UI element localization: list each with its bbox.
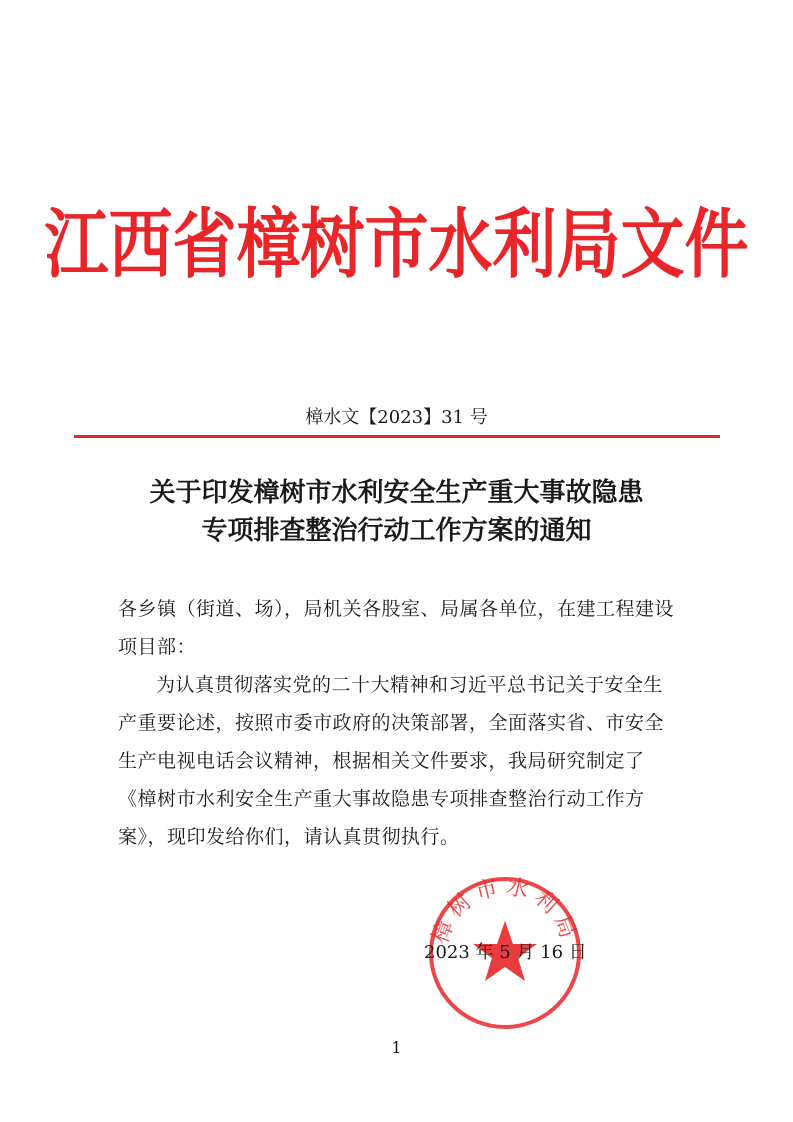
body-paragraph: 为认真贯彻落实党的二十大精神和习近平总书记关于安全生产重要论述，按照市委市政府的决策部署，全面落实省、市安全生产电视电话会议精神，根据相关文件要求，我局研究制定了《樟树市水利安全生产重大事故隐患专项排查整治行动工作方案》，现印发给你们，请认真贯彻执行。 bbox=[118, 674, 665, 848]
document-masthead: 江西省樟树市水利局文件 bbox=[44, 200, 749, 290]
page-number: 1 bbox=[391, 1038, 402, 1057]
document-number: 樟水文【2023】31 号 bbox=[305, 407, 488, 428]
title-line-1: 关于印发樟树市水利安全生产重大事故隐患 bbox=[149, 478, 644, 508]
document-body bbox=[118, 590, 678, 856]
document-title bbox=[0, 474, 793, 550]
seal-text: 樟树市水利局 bbox=[428, 874, 582, 948]
red-divider-line bbox=[74, 435, 720, 438]
addressee: 各乡镇（街道、场），局机关各股室、局属各单位，在建工程建设项目部： bbox=[118, 598, 675, 658]
issue-date: 2023 年 5 月 16 日 bbox=[424, 942, 587, 963]
title-line-2: 专项排查整治行动工作方案的通知 bbox=[201, 516, 592, 546]
